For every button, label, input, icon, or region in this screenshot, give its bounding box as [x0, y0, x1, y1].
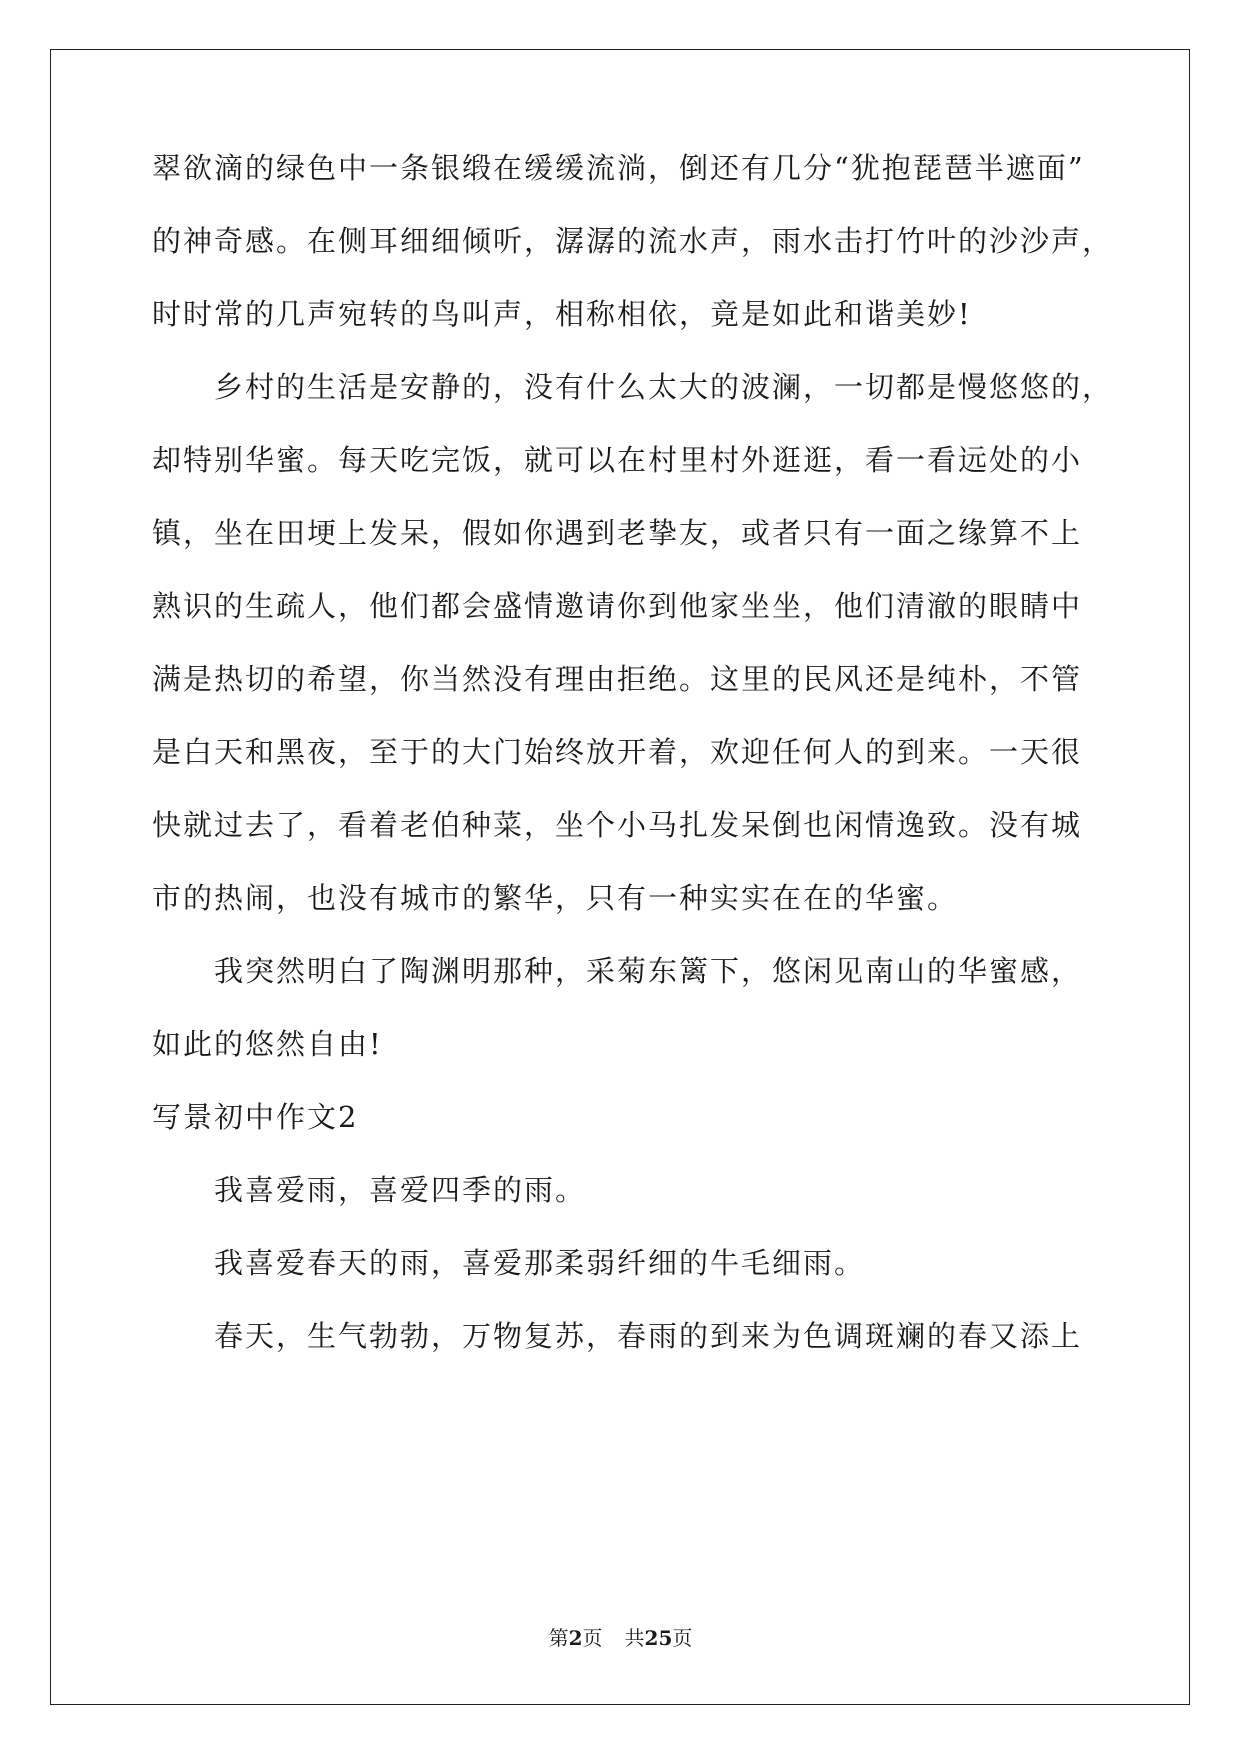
section-heading: 写景初中作文2 — [152, 1100, 359, 1134]
body-line: 熟识的生疏人，他们都会盛情邀请你到他家坐坐，他们清澈的眼睛中 — [152, 589, 1083, 623]
body-line: 市的热闹，也没有城市的繁华，只有一种实实在在的华蜜。 — [152, 881, 959, 915]
total-pages-number: 25 — [644, 1626, 673, 1650]
body-line: 如此的悠然自由! — [152, 1027, 383, 1061]
body-line: 满是热切的希望，你当然没有理由拒绝。这里的民风还是纯朴，不管 — [152, 662, 1083, 696]
total-label-prefix: 共 — [624, 1626, 645, 1650]
body-line: 是白天和黑夜，至于的大门始终放开着，欢迎任何人的到来。一天很 — [152, 735, 1083, 769]
total-label-suffix: 页 — [672, 1626, 693, 1650]
body-line: 镇，坐在田埂上发呆，假如你遇到老挚友，或者只有一面之缘算不上 — [152, 516, 1083, 550]
body-line: 翠欲滴的绿色中一条银缎在缓缓流淌，倒还有几分“犹抱琵琶半遮面” — [152, 151, 1085, 185]
body-line: 快就过去了，看着老伯种菜，坐个小马扎发呆倒也闲情逸致。没有城 — [152, 808, 1083, 842]
body-line: 我喜爱雨，喜爱四季的雨。 — [152, 1173, 587, 1207]
body-line: 乡村的生活是安静的，没有什么太大的波澜，一切都是慢悠悠的， — [152, 370, 1114, 404]
page-footer — [0, 1624, 1241, 1652]
page-label-prefix: 第 — [548, 1626, 569, 1650]
body-line: 我突然明白了陶渊明那种，采菊东篱下，悠闲见南山的华蜜感， — [152, 954, 1083, 988]
body-line: 的神奇感。在侧耳细细倾听，潺潺的流水声，雨水击打竹叶的沙沙声， — [152, 224, 1114, 258]
page-label-suffix: 页 — [582, 1626, 603, 1650]
body-line: 时时常的几声宛转的鸟叫声，相称相依，竟是如此和谐美妙! — [152, 297, 972, 331]
body-line: 我喜爱春天的雨，喜爱那柔弱纤细的牛毛细雨。 — [152, 1246, 866, 1280]
body-line: 春天，生气勃勃，万物复苏，春雨的到来为色调斑斓的春又添上 — [152, 1319, 1083, 1353]
body-line: 却特别华蜜。每天吃完饭，就可以在村里村外逛逛，看一看远处的小 — [152, 443, 1083, 477]
current-page-number: 2 — [568, 1626, 583, 1650]
